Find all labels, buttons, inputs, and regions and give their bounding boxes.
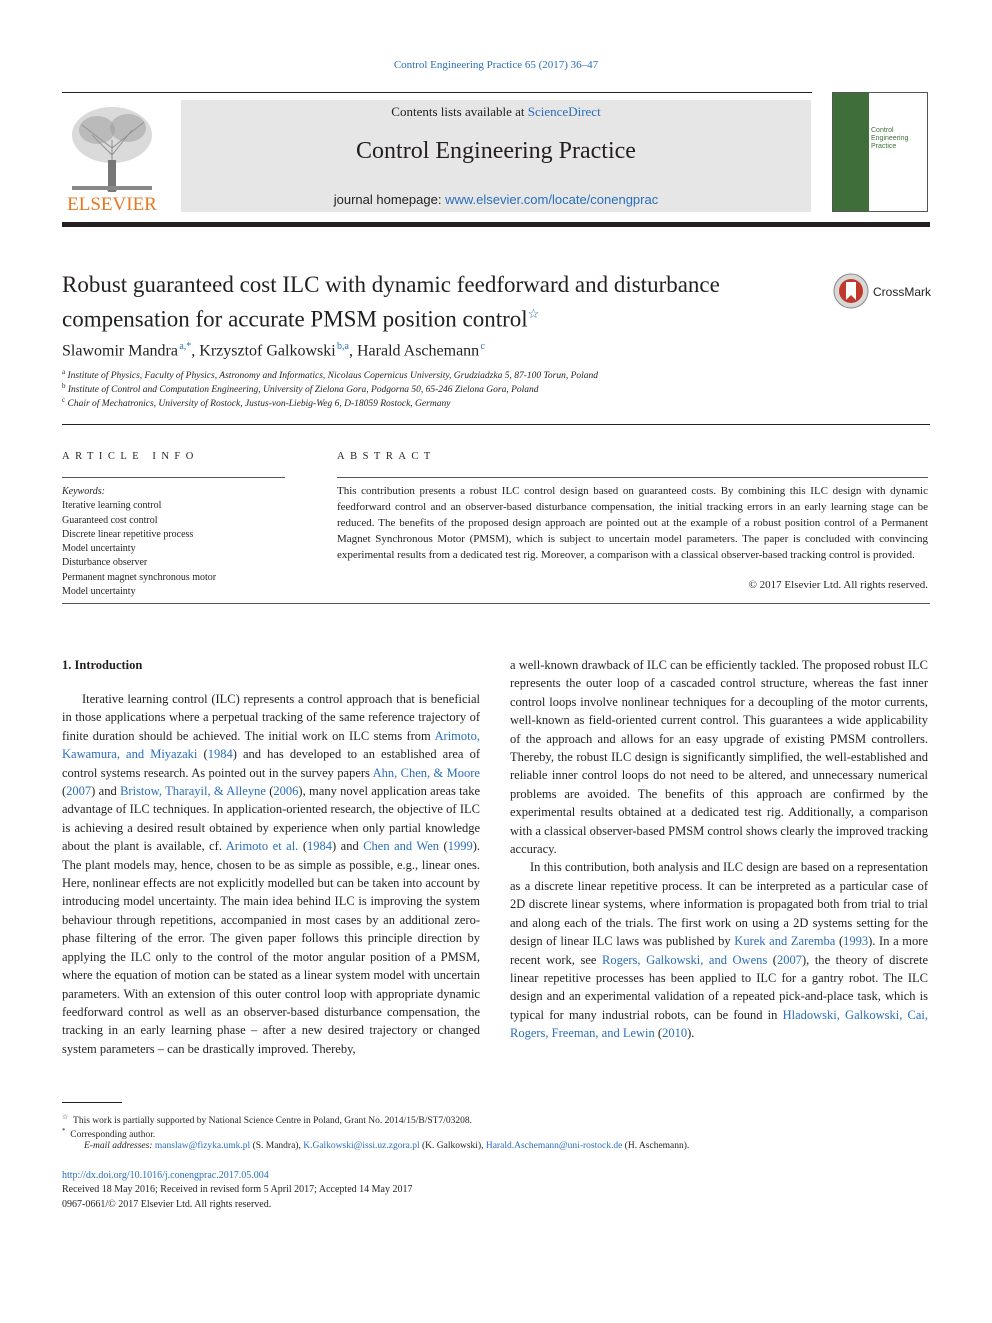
contents-line xyxy=(181,104,811,120)
abstract-text: This contribution presents a robust ILC control design based on guaranteed costs. By combining this ILC design with dynamic feedforward control and an observer-based disturbance compensation, the initial tracking errors in an early learning stage can be reduced. The benefits of the proposed design approach are pointed out at the example of a robust position control of a Permanent Magnet Synchronous Motor (PMSM), which is subject to uncertain model parameters. The paper is concluded with convincing experimental results from a dedicated test rig. Moreover, a comparison with a classical observer-based tracking control is provided. xyxy=(337,485,928,561)
publication-info xyxy=(62,1169,412,1212)
body-column-right xyxy=(510,656,928,1043)
keyword: Model uncertainty xyxy=(62,586,136,598)
keyword: Discrete linear repetitive process xyxy=(62,528,194,540)
abstract-copyright: © 2017 Elsevier Ltd. All rights reserved. xyxy=(748,579,928,591)
email-owner: (S. Mandra), xyxy=(250,1141,304,1151)
affiliation-mark: a xyxy=(62,368,66,376)
journal-citation[interactable]: Control Engineering Practice 65 (2017) 36–47 xyxy=(393,59,599,71)
citation-link[interactable]: Arimoto et al. xyxy=(225,839,299,854)
text-run: ). In a more recent work, see xyxy=(510,934,928,967)
text-run: ( xyxy=(62,784,67,799)
article-info-rule xyxy=(62,477,285,478)
elsevier-tree-icon xyxy=(62,100,162,212)
keyword: Guaranteed cost control xyxy=(62,514,158,526)
email-link[interactable]: K.Galkowski@issi.uz.zgora.pl xyxy=(303,1141,420,1151)
author-name[interactable]: Krzysztof Galkowski xyxy=(199,342,336,360)
text-run: ), many novel application areas take advantage of ILC techniques. In application-oriented research, the objective of ILC is achieving a desired result obtained by experience when only partial knowledge about the plant is available, cf. xyxy=(62,784,481,854)
text-run: ), the theory of discrete linear repetitive processes has been applied to ILC for a gantry robot. The ILC design and an experimental validation of a repeated pick-and-place task, which is typical for many industrial robots, can be found in xyxy=(510,952,928,1022)
affiliation-text: Institute of Physics, Faculty of Physics, Astronomy and Informatics, Nicolaus Copernicus University, Grudziadzka 5, 87-100 Torun, Poland xyxy=(67,371,599,382)
article-title xyxy=(62,270,822,334)
footnote-rule xyxy=(62,1102,122,1103)
email-label: E-mail addresses: xyxy=(84,1141,155,1151)
doi-link[interactable]: http://dx.doi.org/10.1016/j.conengprac.2017.05.004 xyxy=(62,1170,269,1181)
text-run: ( xyxy=(767,952,777,967)
received-dates: Received 18 May 2016; Received in revised form 5 April 2017; Accepted 14 May 2017 xyxy=(62,1184,413,1196)
journal-title: Control Engineering Practice xyxy=(356,138,636,164)
citation-year-link[interactable]: 2006 xyxy=(273,784,299,799)
text-run: ( xyxy=(197,747,208,762)
crossmark-label: CrossMark xyxy=(873,285,932,299)
intro-paragraph xyxy=(510,858,928,1042)
author-name[interactable]: Harald Aschemann xyxy=(357,342,480,360)
keyword: Model uncertainty xyxy=(62,543,136,555)
introduction-heading: 1. Introduction xyxy=(62,658,143,672)
header-rule xyxy=(62,92,812,93)
abstract-heading: ABSTRACT xyxy=(337,451,436,462)
text-run: ). The plant models may, hence, chosen to be as simple as possible, e.g., linear ones. Here, nonlinear effects are not explicitly modelled but can be taken into account by introducing model uncertainty. The main idea behind ILC is improving the system behaviour through repetitions, accompanied in most cases by an additional zero-phase filtering of the error. The given paper follows this principle direction by applying the ILC only to the control of the motor angular position of a PMSM, where the equation of motion can be stated as a linear system model with uncertain parameters. With an extension of this outer control loop with appropriate dynamic feedforward control as well as an observer-based disturbance compensation, the tracking in an early learning phase – after a new desired trajectory or changed system parameters – can be drastically improved. Thereby, xyxy=(62,839,480,1056)
title-footnote-star[interactable]: ☆ xyxy=(527,306,540,321)
journal-banner xyxy=(181,100,811,212)
author-affiliation-mark[interactable]: a,* xyxy=(179,341,192,352)
homepage-link[interactable]: www.elsevier.com/locate/conengprac xyxy=(445,192,659,207)
citation-link[interactable]: Rogers, Galkowski, and Owens xyxy=(601,952,768,967)
keyword: Iterative learning control xyxy=(62,500,162,512)
citation-year-link[interactable]: 2007 xyxy=(776,952,802,967)
citation-year-link[interactable]: 1999 xyxy=(447,839,473,854)
abstract-bottom-rule xyxy=(62,603,930,604)
email-link[interactable]: Harald.Aschemann@uni-rostock.de xyxy=(485,1141,623,1151)
keywords-block xyxy=(62,485,292,599)
journal-cover[interactable] xyxy=(832,92,928,212)
citation-year-link[interactable]: 2007 xyxy=(66,784,92,799)
text-run: ) and xyxy=(331,839,364,854)
email-footnote xyxy=(84,1139,689,1153)
citation-link[interactable]: Kurek and Zaremba xyxy=(734,934,836,949)
author-affiliation-mark[interactable]: b,a xyxy=(337,341,349,352)
footnote-text: Corresponding author. xyxy=(70,1130,156,1141)
citation-link[interactable]: Hladowski, Galkowski, Cai, Rogers, Freeman, and Lewin xyxy=(510,1007,929,1041)
text-run: ( xyxy=(298,839,307,854)
text-run: ) and xyxy=(91,784,121,799)
keyword: Disturbance observer xyxy=(62,557,148,569)
keywords-label: Keywords: xyxy=(62,486,105,497)
elsevier-logo xyxy=(62,100,162,212)
citation-link[interactable]: Chen and Wen xyxy=(363,839,440,854)
affiliation xyxy=(62,396,450,409)
text-run: ( xyxy=(265,784,274,799)
text-run: Iterative learning control (ILC) represents a control approach that is beneficial in those applications where a perpetual tracking of the same reference trajectory of finite duration should be achieved. The initial work on ILC stems from xyxy=(62,692,480,743)
citation-link[interactable]: Arimoto, Kawamura, and Miyazaki xyxy=(62,728,480,762)
keyword: Permanent magnet synchronous motor xyxy=(62,571,217,583)
publisher-name: ELSEVIER xyxy=(67,194,157,212)
cover-title: Control Engineering Practice xyxy=(871,127,909,150)
header-thick-rule xyxy=(62,222,930,227)
affiliation xyxy=(62,382,539,395)
text-run: ( xyxy=(835,934,844,949)
affiliation xyxy=(62,368,598,381)
affiliation-mark: b xyxy=(62,382,66,390)
crossmark-badge[interactable] xyxy=(833,273,933,313)
article-info-heading: ARTICLE INFO xyxy=(62,451,199,462)
title-line-2: compensation for accurate PMSM position control xyxy=(62,306,528,332)
issn-copyright: 0967-0661/© 2017 Elsevier Ltd. All rights reserved. xyxy=(62,1198,272,1210)
body-column-left xyxy=(62,690,480,1058)
citation-year-link[interactable]: 1984 xyxy=(207,747,233,762)
email-link[interactable]: manslaw@fizyka.umk.pl xyxy=(154,1141,251,1151)
footnote-mark: * xyxy=(62,1127,66,1135)
footnote-text: This work is partially supported by National Science Centre in Poland, Grant No. 2014/15/B/ST7/03208. xyxy=(73,1116,472,1127)
author-name[interactable]: Slawomir Mandra xyxy=(62,342,178,360)
author-affiliation-mark[interactable]: c xyxy=(480,341,485,352)
sciencedirect-link[interactable]: ScienceDirect xyxy=(527,104,601,119)
cover-spine xyxy=(833,93,869,211)
affiliation-text: Institute of Control and Computation Engineering, University of Zielona Gora, Podgorna 50, 65-246 Zielona Gora, Poland xyxy=(67,385,539,396)
affiliation-mark: c xyxy=(62,396,66,404)
citation-year-link[interactable]: 1984 xyxy=(306,839,332,854)
title-line-1: Robust guaranteed cost ILC with dynamic feedforward and disturbance xyxy=(62,272,720,297)
section-rule xyxy=(62,424,930,425)
abstract-rule xyxy=(337,477,928,478)
email-owner: (K. Galkowski), xyxy=(419,1141,486,1151)
citation-year-link[interactable]: 2010 xyxy=(662,1026,688,1041)
text-run: In this contribution, both analysis and ILC design are based on a representation as a discrete linear repetitive process. It can be interpreted as a particular case of 2D discrete linear systems, where information is propagated both from trial to trial and along each of the trials. The first work on using a 2D systems setting for the design of linear ILC laws was published by xyxy=(510,860,928,949)
crossmark-icon xyxy=(833,273,869,309)
homepage-line xyxy=(181,192,811,207)
text-run: ) and has developed to an established area of control systems research. As pointed out in the survey papers xyxy=(62,747,480,780)
text-run: ( xyxy=(654,1026,663,1041)
contents-prefix: Contents lists available at xyxy=(391,104,528,119)
footnote-mark: ☆ xyxy=(62,1113,69,1121)
text-run: ). xyxy=(687,1026,695,1041)
citation-link[interactable]: Ahn, Chen, & Moore xyxy=(372,765,480,780)
text-run: ( xyxy=(439,839,448,854)
citation-year-link[interactable]: 1993 xyxy=(843,934,869,949)
affiliation-text: Chair of Mechatronics, University of Rostock, Justus-von-Liebig-Weg 6, D-18059 Rostock, Germany xyxy=(67,399,451,410)
author-list: Slawomir Mandra $^{a,*}$, Krzysztof Galkowski $^{b,a}$, Harald Aschemann $^c$ xyxy=(62,341,485,360)
email-owner: (H. Aschemann). xyxy=(622,1141,690,1151)
homepage-prefix: journal homepage: xyxy=(333,192,446,207)
intro-paragraph xyxy=(62,690,480,1058)
intro-paragraph: a well-known drawback of ILC can be efficiently tackled. The proposed robust ILC represents the outer loop of a cascaded control structure, whereas the fast inner control loops involve nonlinear techniques for a decoupling of the motor currents, well-known as field-oriented current control. This guarantees a wide applicability of the approach and allows for an easy upgrade of existing PMSM controllers. Thereby, the robust ILC design is significantly simplified, the well-established and reliable inner control loops do not need to be altered, and unnecessary numerical problems are avoided. The benefits of this approach are confirmed by the experimental results obtained at a dedicated test rig. Additionally, a comparison with a classical observer-based PMSM control shows clearly the improved tracking accuracy. xyxy=(510,658,928,857)
citation-link[interactable]: Bristow, Tharayil, & Alleyne xyxy=(120,784,266,799)
